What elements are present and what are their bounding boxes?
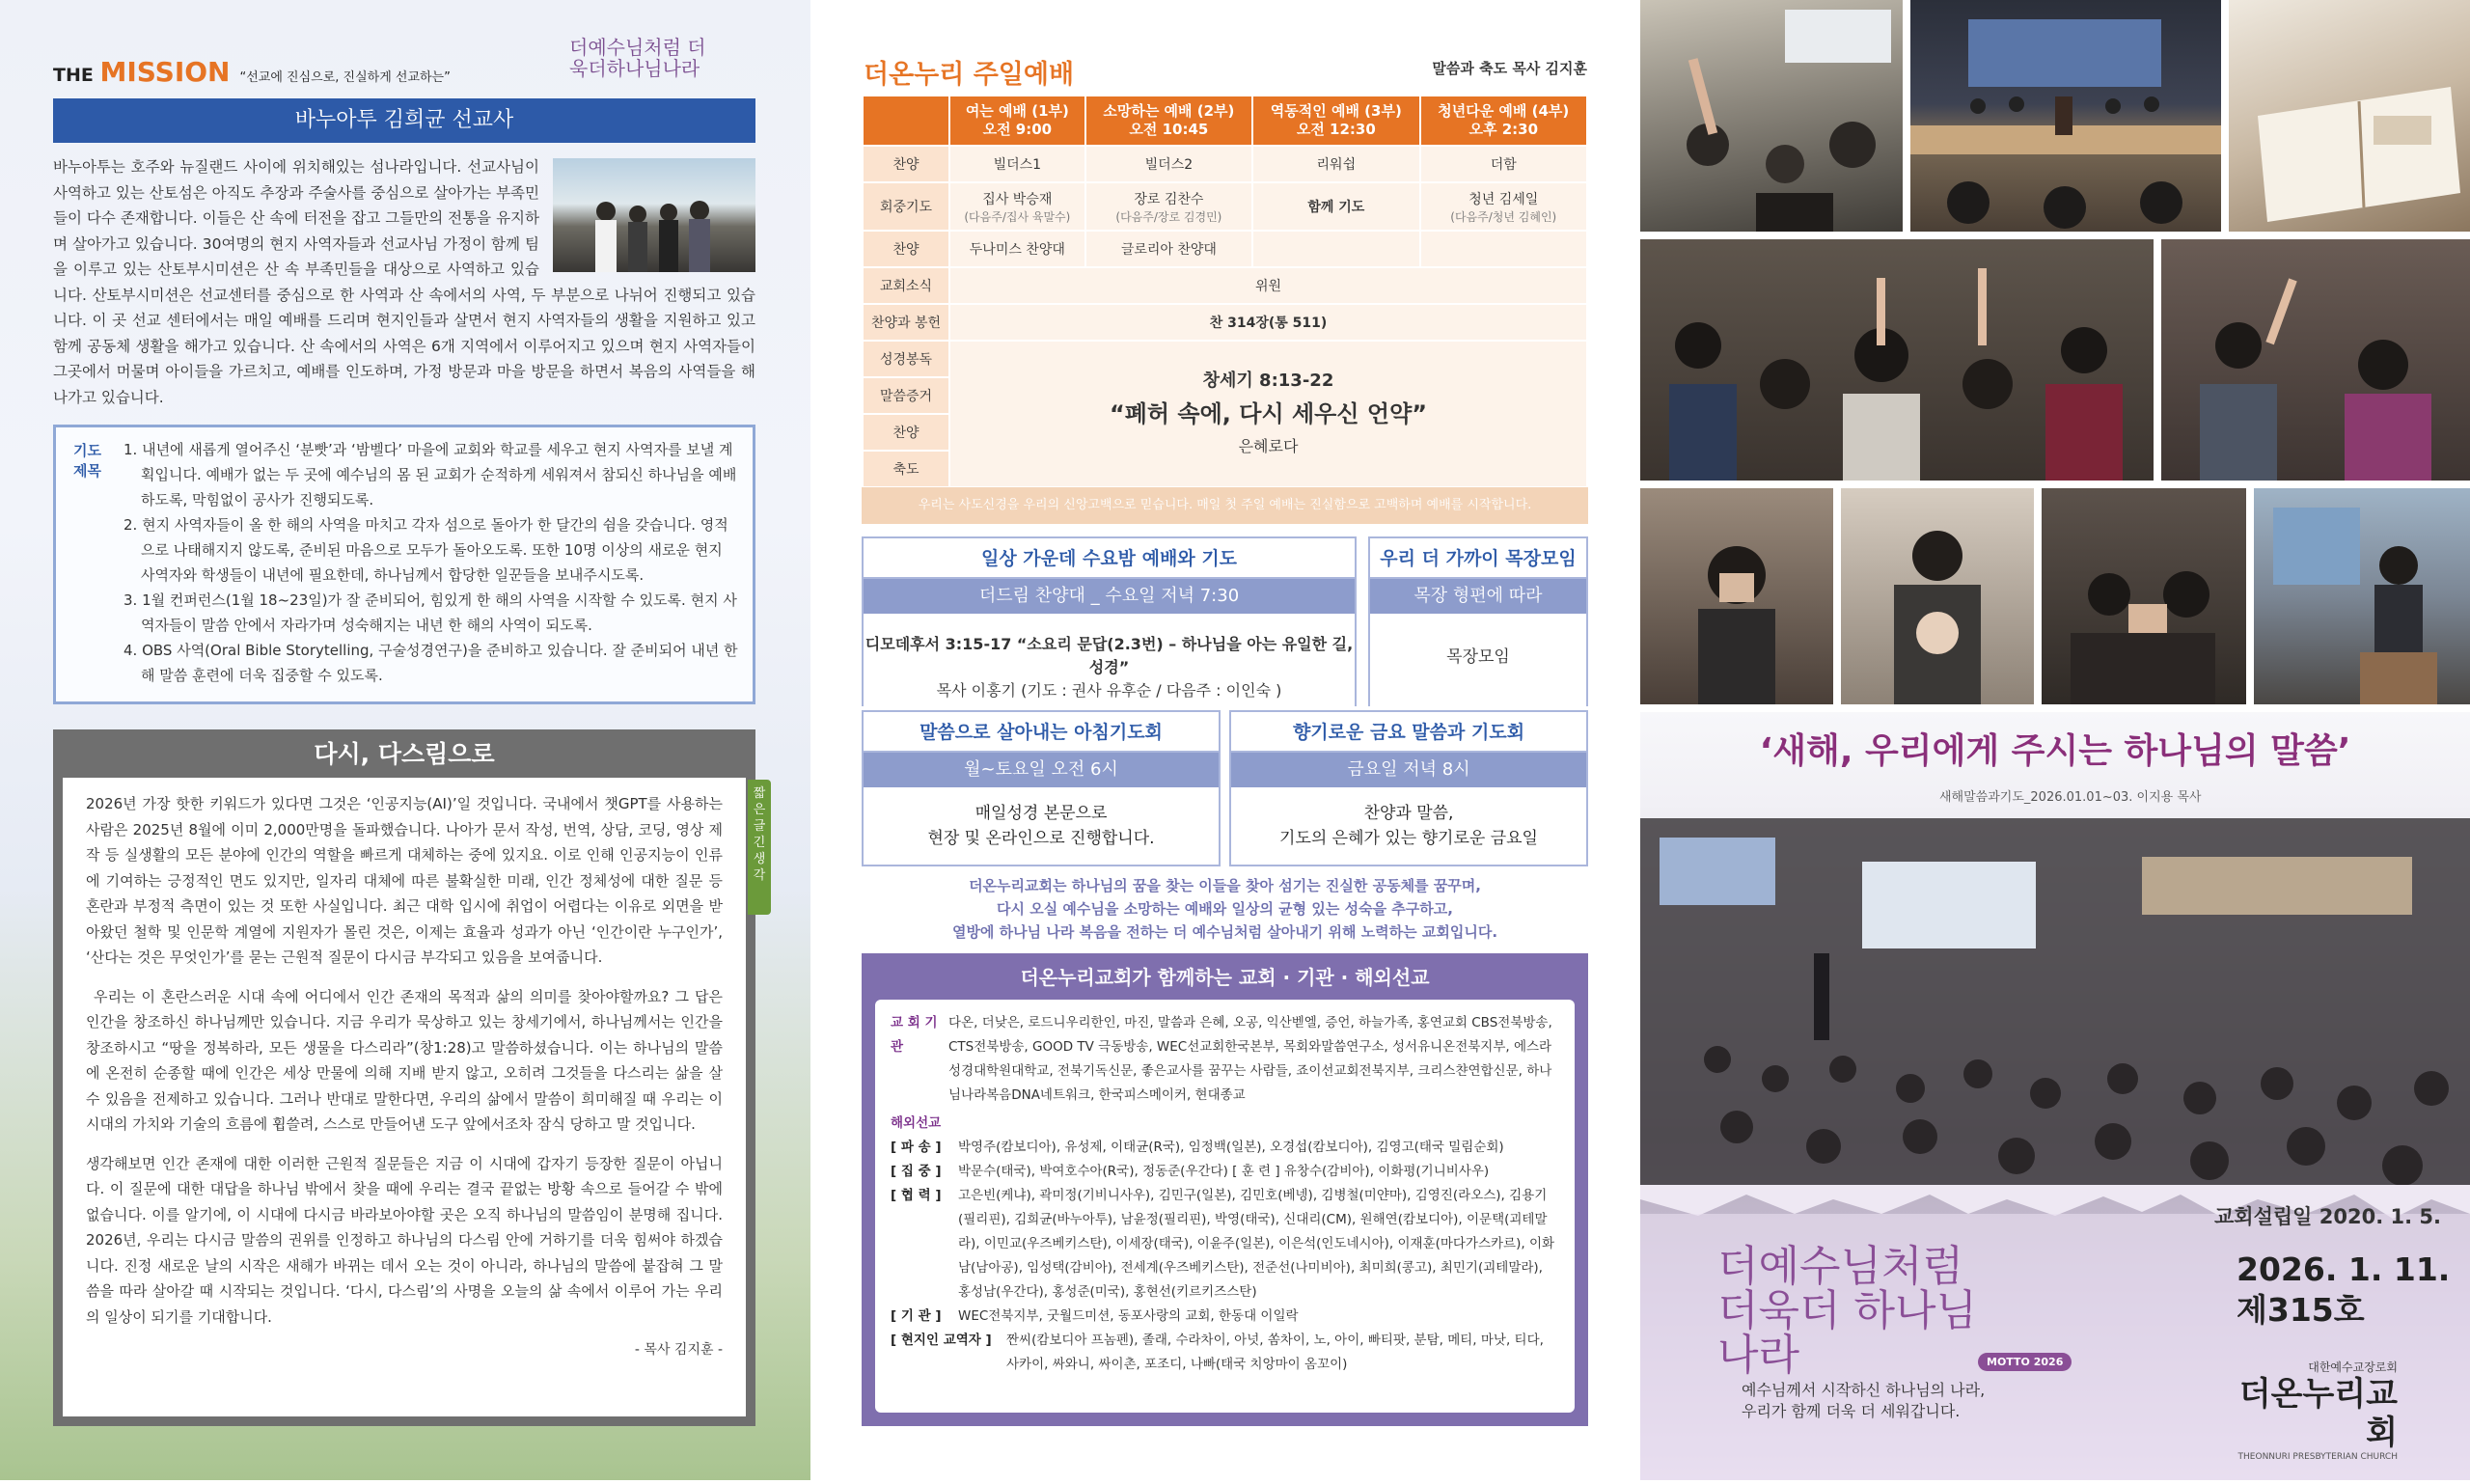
photo-art	[2229, 0, 2470, 232]
partner-row: [ 현지인 교역자 ] 짠씨(캄보디아 프놈펜), 졸래, 수라차이, 아넛, 쏨차이, 노, 아이, 빠티팟, 분탐, 메티, 마낫, 티다, 사카이, 싸와니, 싸이촌, 포조디, 나빠(태국 치앙마이 옴꼬이)	[891, 1333, 1544, 1372]
bible-photo	[2229, 0, 2470, 232]
cell-time: 목장 형편에 따라	[1370, 579, 1586, 614]
established-date: 교회설립일 2020. 1. 5.	[2214, 1205, 2441, 1228]
cell: 청년 김세일 (다음주/청년 김혜인)	[1420, 182, 1587, 231]
church-name: 더온누리교회	[2238, 1375, 2398, 1452]
row-label: 교회소식	[863, 267, 949, 304]
cover-subtitle: 새해말씀과기도_2026.01.01~03. 이지용 목사	[1939, 790, 2202, 805]
wednesday-time: 더드림 찬양대 _ 수요일 저녁 7:30	[864, 579, 1355, 614]
cell-title: 우리 더 가까이 목장모임	[1370, 538, 1586, 579]
worship-table	[862, 95, 1588, 488]
cell: 장로 김찬수 (다음주/장로 김경민)	[1085, 182, 1252, 231]
wednesday-body	[862, 618, 1357, 701]
cover-title: ‘새해, 우리에게 주시는 하나님의 말씀’	[1759, 731, 2351, 771]
partners-box	[862, 953, 1588, 1426]
photo-art	[2042, 488, 2246, 704]
stage-photo	[1910, 0, 2221, 232]
cell: 함께 기도	[1252, 182, 1419, 231]
grace-song: 은혜로다	[1238, 437, 1299, 455]
issue-number: 제315호	[2237, 1291, 2365, 1329]
column-paragraph: 우리는 이 혼란스러운 시대 속에 어디에서 인간 존재의 목적과 삶의 의미를 찾아야할까요? 그 답은 인간을 창조하신 하나님께만 있습니다. 지금 우리가 묵상하고 있는 창세기에서, 하나님께서는 인간을 창조하시고 “땅을 정복하라, 모든 생물을 다스리라”(창1:28)고 말씀하셨습니다. 이는 하나님의 말씀에 온전히 순종할 때에 인간은 세상 만물에 의해 지배 받지 않고, 오히려 그것들을 다스리는 삶을 살 수 있음을 전제하고 있습니다. 그러나 반대로 말한다면, 우리의 삶에서 말씀이 희미해질 때 우리는 이 시대의 가치와 기술의 흐름에 휩쓸려, 스스로 만들어낸 도구 앞에서조차 잠식 당하고 말 것입니다.	[86, 987, 723, 1133]
cell: 더함	[1420, 146, 1587, 182]
brand-mission: MISSION	[99, 56, 231, 88]
friday-title: 향기로운 금요 말씀과 기도회	[1231, 712, 1586, 753]
wednesday-sermon: 디모데후서 3:15-17 “소요리 문답(2.3번) – 하나님을 아는 유일한 길, 성경”	[864, 635, 1354, 676]
friday-body: 찬양과 말씀, 기도의 은혜가 있는 향기로운 금요일	[1279, 804, 1538, 848]
hands-photo	[2042, 488, 2246, 704]
congregation-photo	[1640, 239, 2154, 481]
mother-baby-photo	[1841, 488, 2034, 704]
prayer-item: 1. 내년에 새롭게 열어주신 ‘분빳’과 ‘밤벨다’ 마을에 교회와 학교를 세우고 현지 사역자를 보낼 계획입니다. 예배가 없는 두 곳에 예수님의 몸 된 교회가 순적하게 세워져서 참되신 하나님을 예배하도록, 막힘없이 공사가 진행되도록.	[124, 441, 737, 508]
partner-row: [ 집 중 ] 박문수(태국), 박여호수아(R국), 정동준(우간다) [ 훈 련 ] 유창수(감비아), 이화평(기니비사우)	[891, 1164, 1490, 1179]
prayer-item: 4. OBS 사역(Oral Bible Storytelling, 구술성경연구)을 준비하고 있습니다. 잘 준비되어 내년 한 해 말씀 훈련에 더욱 집중할 수 있도록.	[124, 642, 738, 684]
denomination: 대한예수교장로회	[2308, 1360, 2398, 1374]
photo-art	[1841, 488, 2034, 704]
column-title: 다시, 다스림으로	[314, 740, 495, 768]
cell: 집사 박승재 (다음주/집사 육말수)	[949, 182, 1085, 231]
cell	[1252, 231, 1419, 267]
partners-title: 더온누리교회가 함께하는 교회 · 기관 · 해외선교	[1020, 966, 1430, 989]
row-label: 회중기도	[863, 182, 949, 231]
worship-title: 더온누리 주일예배	[864, 60, 1075, 90]
creed-note: 우리는 사도신경을 우리의 신앙고백으로 믿습니다. 매일 첫 주일 예배는 진실함으로 고백하며 예배를 시작합니다.	[862, 487, 1588, 524]
prayer-item: 2. 현지 사역자들이 올 한 해의 사역을 마치고 각자 섬으로 돌아가 한 달간의 쉼을 갖습니다. 영적으로 나태해지지 않도록, 준비된 마음으로 모두가 돌아오도록. 또한 10명 이상의 새로운 현지 사역자와 학생들이 내년에 필요한데, 하나님께서 합당한 일꾼들을 보내주시도록.	[124, 516, 728, 584]
cell: 위원	[949, 267, 1587, 304]
prayer-box	[53, 425, 755, 704]
preacher-label: 말씀과 축도 목사 김지훈	[1432, 60, 1587, 77]
wednesday-preacher: 목사 이홍기 (기도 : 권사 유후순 / 다음주 : 이인숙 )	[936, 681, 1282, 700]
cell: 빌더스2	[1085, 146, 1252, 182]
missionary-family-photo	[553, 158, 755, 272]
motto-text: 예수님께서 시작하신 하나님의 나라, 우리가 함께 더욱 더 세워갑니다.	[1742, 1381, 1986, 1420]
photo-art	[2254, 488, 2470, 704]
motto-logo: 더예수님처럼 더욱더 하나님나라	[1717, 1242, 1978, 1380]
friday-box	[1229, 710, 1588, 866]
church-logo	[2219, 1359, 2398, 1462]
prayer-item: 3. 1월 컨퍼런스(1월 18~23일)가 잘 준비되어, 힘있게 한 해의 사역을 시작할 수 있도록. 현지 사역자들이 말씀 안에서 자라가며 성숙해지는 내년 한 해의 사역이 되도록.	[124, 591, 737, 634]
pastor-photo	[2254, 488, 2470, 704]
brand-logo	[53, 56, 451, 88]
brand-tagline: “선교에 진심으로, 진실하게 선교하는”	[239, 70, 451, 85]
photo-art	[1640, 488, 1833, 704]
column-side-tab: 짧은 글 긴 생각	[748, 780, 771, 915]
photo-art	[2161, 239, 2470, 481]
cell: 빌더스1	[949, 146, 1085, 182]
friday-time: 금요일 저녁 8시	[1231, 753, 1586, 787]
morning-body: 매일성경 본문으로 현장 및 온라인으로 진행합니다.	[927, 804, 1155, 848]
motto-small: 더예수님처럼 더욱더하나님나라	[569, 36, 706, 80]
worship-panel	[810, 0, 1640, 1480]
column-body	[63, 778, 746, 1416]
prayer-label: 기도 제목	[73, 442, 101, 480]
family-photo-art	[553, 158, 755, 272]
service-header: 역동적인 예배 (3부) 오전 12:30	[1252, 96, 1419, 146]
wednesday-title: 일상 가운데 수요밤 예배와 기도	[864, 538, 1355, 579]
worshipper-photo	[1640, 488, 1833, 704]
cell-body: 목장모임	[1446, 647, 1510, 667]
table-corner	[863, 96, 949, 146]
row-label: 찬양	[863, 414, 949, 451]
photo-art	[1640, 0, 1903, 232]
date-text: 2026. 1. 11.	[2237, 1250, 2451, 1288]
issue-date	[2237, 1250, 2450, 1331]
partner-row: 교 회 기 관 다온, 더낮은, 로드니우리한인, 마진, 말씀과 은혜, 오공, 익산벧엘, 증언, 하늘가족, 홍연교회 CBS전북방송, CTS전북방송, GOOD TV 극동방송, WEC선교회한국본부, 목회와말씀연구소, 성서유니온전북지부, 에스라성경대학원대학교, 전북기독신문, 좋은교사를 꿈꾸는 사람들, 죠이선교회전북지부, 크리스챤연합신문, 하나님나라복음DNA네트워크, 한국피스메이커, 현대종교	[891, 1015, 1552, 1103]
column-signature: - 목사 김지훈 -	[634, 1342, 723, 1358]
sermon-cell	[949, 341, 1587, 487]
row-label: 찬양	[863, 231, 949, 267]
partner-row: [ 협 력 ] 고은빈(케냐), 곽미정(기비니사우), 김민구(일본), 김민호(베넹), 김병철(미얀마), 김영진(라오스), 김용기(필리핀), 김희균(바누아투), 남윤정(필리핀), 박영(태국), 신대리(CM), 원해연(캄보디아), 이문택(괴테말라), 이민교(우즈베키스탄), 이세장(태국), 이윤주(일본), 이은석(인도네시아), 이재훈(마다가스카르), 이화남(남아공), 임성택(감비아), 전세계(우즈베키스탄), 전준선(나미비아), 최미희(콩고), 최민기(괴테말라), 홍성남(우간다), 홍성준(미국), 홍현선(키르키즈스탄)	[891, 1188, 1555, 1300]
row-label: 찬양	[863, 146, 949, 182]
church-name-en: THEONNURI PRESBYTERIAN CHURCH	[2237, 1452, 2398, 1462]
partners-body	[875, 1000, 1575, 1413]
morning-time: 월~토요일 오전 6시	[864, 753, 1219, 787]
morning-title: 말씀으로 살아내는 아침기도회	[864, 712, 1219, 753]
service-header: 여는 예배 (1부) 오전 9:00	[949, 96, 1085, 146]
worship-photo	[1640, 0, 1903, 232]
row-label: 말씀증거	[863, 377, 949, 414]
partner-row: [ 파 송 ] 박영주(캄보디아), 유성제, 이태균(R국), 임정백(일본), 오경섭(캄보디아), 김영고(태국 밀림순회)	[891, 1140, 1504, 1155]
row-label: 성경봉독	[863, 341, 949, 377]
cell: 리워쉽	[1252, 146, 1419, 182]
motto-badge: MOTTO 2026	[1978, 1353, 2072, 1371]
photo-art	[1910, 0, 2221, 232]
prayer-list	[124, 437, 739, 688]
brand-the: THE	[53, 65, 94, 86]
column-paragraph: 2026년 가장 핫한 키워드가 있다면 그것은 ‘인공지능(AI)’일 것입니다. 국내에서 챗GPT를 사용하는 사람은 2025년 8월에 이미 2,000만명을 돌파했습니다. 나아가 문서 작성, 번역, 상담, 코딩, 영상 제작 등 실생활의 모든 분야에 인간의 역할을 빠르게 대체하는 중에 있지요. 이로 인해 인공지능이 인류에 기여하는 긍정적인 면도 있지만, 일자리 대체에 따른 불확실한 미래, 인간 정체성에 대한 질문 등 혼란과 부정적 측면이 있는 것 또한 사실입니다. 최근 대학 입시에 취업이 어렵다는 이유로 외면을 받아왔던 철학 및 인문학 계열에 지원자가 몰린 것은, 이제는 효율과 성과가 아닌 ‘인간이란 누구인가’, ‘산다는 것은 무엇인가’를 묻는 근원적 질문이 다시금 부각되고 있음을 보여줍니다.	[86, 795, 723, 966]
prayer-photo	[2161, 239, 2470, 481]
mission-panel	[0, 0, 810, 1480]
cell: 두나미스 찬양대	[949, 231, 1085, 267]
cell: 글로리아 찬양대	[1085, 231, 1252, 267]
cell	[1420, 231, 1587, 267]
mission-title: 바누아투 김희균 선교사	[53, 98, 755, 143]
partner-row: 해외선교	[891, 1115, 942, 1131]
partner-row: [ 기 관 ] WEC전북지부, 굿월드미션, 동포사랑의 교회, 한동대 이일락	[891, 1308, 1299, 1324]
morning-box	[862, 710, 1221, 866]
column-box	[53, 729, 755, 1426]
intro-text: 바누아투는 호주와 뉴질랜드 사이에 위치해있는 섬나라입니다. 선교사님이 사역하고 있는 산토섬은 아직도 추장과 주술사를 중심으로 살아가는 부족민들이 다수 존재합니다. 이들은 산 속에 터전을 잡고 그들만의 전통을 유지하며 살아가고 있습니다. 30여명의 현지 사역자들과 선교사님 가정이 함께 팀을 이루고 있는 산토부시미션은 산 속 부족민들을 대상으로 사역하고 있습니다. 산토부시미션은 선교센터를 중심으로 한 사역과 산 속에서의 사역, 두 부분으로 나뉘어 진행되고 있습니다. 이 곳 선교 센터에서는 매일 예배를 드리며 현지인들과 살면서 현지 사역자들의 생활을 지원하고 있고 함께 공동체 생활을 해가고 있습니다. 산 속에서의 사역은 6개 지역에서 이루어지고 있으며 현지 사역자들이 그곳에서 머물며 아이들을 가르치고, 예배를 인도하며, 가정 방문과 마을 방문을 하면서 복음의 사역들을 해 나가고 있습니다.	[53, 158, 755, 406]
service-header: 청년다운 예배 (4부) 오후 2:30	[1420, 96, 1587, 146]
photo-art	[1640, 239, 2154, 481]
cell: 찬 314장(통 511)	[949, 304, 1587, 341]
mission-intro	[53, 154, 755, 410]
vision-statement: 더온누리교회는 하나님의 꿈을 찾는 이들을 찾아 섬기는 진실한 공동체를 꿈꾸며, 다시 오실 예수님을 소망하는 예배와 일상의 균형 있는 성숙을 추구하고, 열방에 하나님 나라 복음을 전하는 더 예수님처럼 살아내기 위해 노력하는 교회입니다.	[951, 877, 1498, 941]
column-paragraph: 생각해보면 인간 존재에 대한 이러한 근원적 질문들은 지금 이 시대에 갑자기 등장한 질문이 아닙니다. 이 질문에 대한 대답을 하나님 밖에서 찾을 때에 우리는 결국 끝없는 방황 속으로 들어갈 수 밖에 없습니다. 이를 알기에, 이 시대에 다시금 바라보아야할 곳은 오직 하나님의 말씀임이 분명해 집니다. 2026년, 우리는 다시금 말씀의 권위를 인정하고 하나님의 다스림 안에 거하기를 더욱 힘써야 하겠습니다. 진정 새로운 날의 시작은 새해가 바뀌는 데서 오는 것이 아니라, 하나님의 말씀에 붙잡혀 그 말씀을 따라 살아갈 때 시작되는 것입니다. ‘다시, 다스림’의 사명을 오늘의 삶 속에서 이루어 가는 우리의 일상이 되기를 기대합니다.	[86, 1154, 723, 1326]
sermon-title: “폐허 속에, 다시 세우신 언약”	[1109, 400, 1428, 427]
row-label: 축도	[863, 451, 949, 487]
scripture: 창세기 8:13-22	[1202, 371, 1334, 391]
row-label: 찬양과 봉헌	[863, 304, 949, 341]
service-header: 소망하는 예배 (2부) 오전 10:45	[1085, 96, 1252, 146]
